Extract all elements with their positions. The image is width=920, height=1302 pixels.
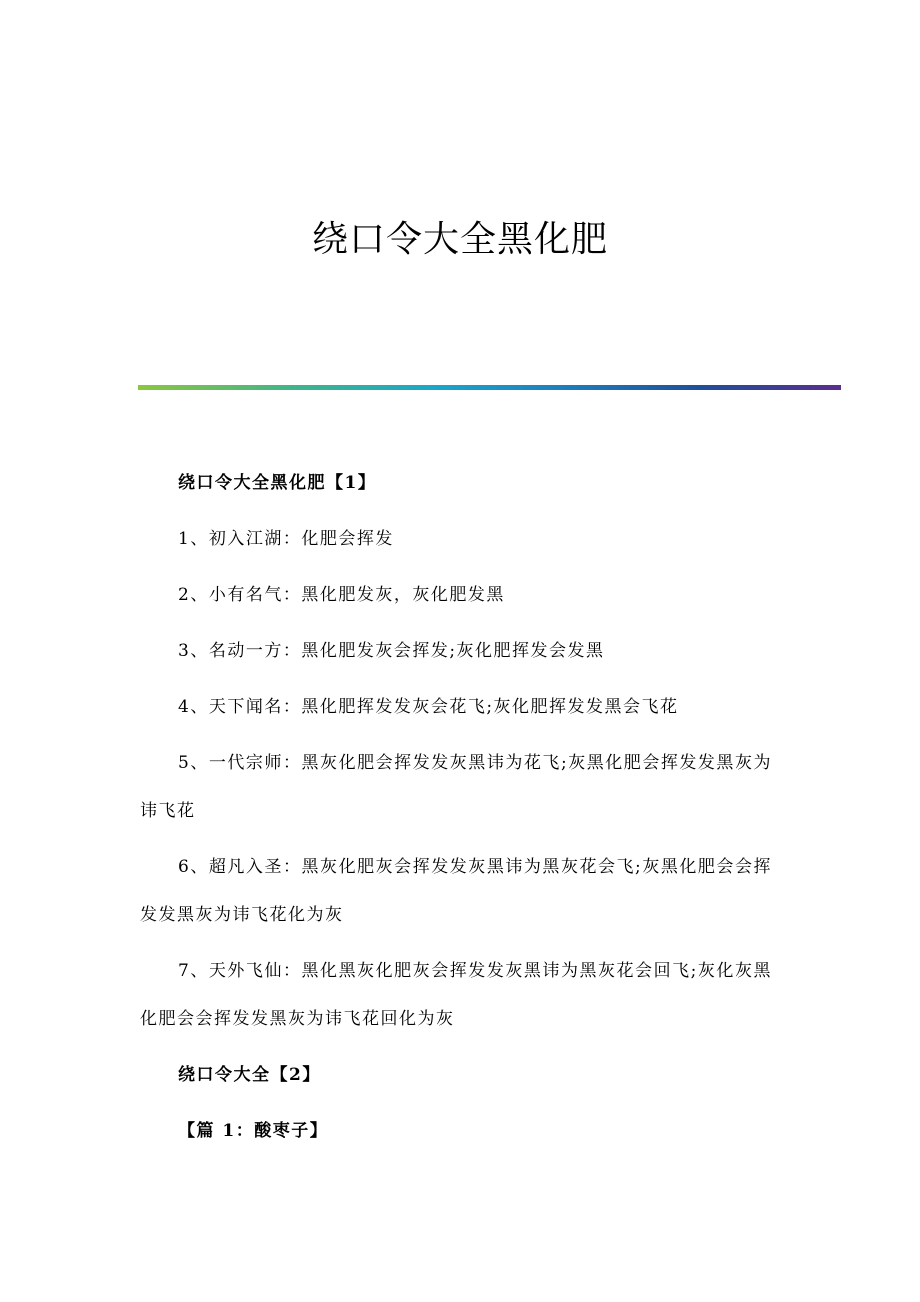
page-title: 绕口令大全黑化肥 xyxy=(311,219,608,260)
tongue-twister-item-4: 4、天下闻名：黑化肥挥发发灰会花飞;灰化肥挥发发黑会飞花 xyxy=(178,697,679,717)
tongue-twister-item-2: 2、小有名气：黑化肥发灰，灰化肥发黑 xyxy=(178,585,505,605)
tongue-twister-item-7: 7、天外飞仙：黑化黑灰化肥灰会挥发发灰黑讳为黑灰花会回飞;灰化灰黑化肥会会挥发发黑灰为讳飞花回化为灰 xyxy=(140,961,772,1029)
tongue-twister-item-5: 5、一代宗师：黑灰化肥会挥发发灰黑讳为花飞;灰黑化肥会挥发发黑灰为讳飞花 xyxy=(140,753,772,821)
tongue-twister-item-6: 6、超凡入圣：黑灰化肥灰会挥发发灰黑讳为黑灰花会飞;灰黑化肥会会挥发发黑灰为讳飞花化为灰 xyxy=(140,857,772,925)
tongue-twister-item-1: 1、初入江湖：化肥会挥发 xyxy=(178,529,394,549)
tongue-twister-item-3: 3、名动一方：黑化肥发灰会挥发;灰化肥挥发会发黑 xyxy=(178,641,605,661)
section-heading-1: 绕口令大全黑化肥【1】 xyxy=(178,473,377,493)
section-heading-2: 绕口令大全【2】 xyxy=(178,1065,321,1085)
gradient-divider xyxy=(138,385,841,390)
article-subheading: 【篇 1：酸枣子】 xyxy=(178,1121,329,1141)
document-body xyxy=(140,459,772,1163)
